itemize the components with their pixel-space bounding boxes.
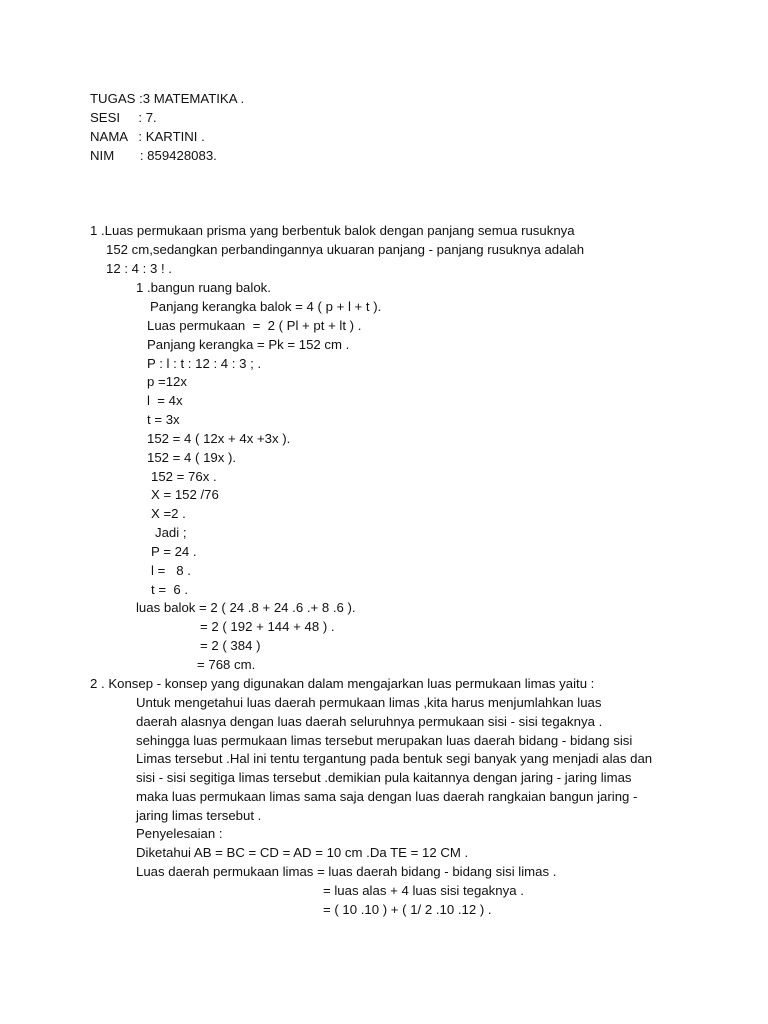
q1-step: l = 8 . xyxy=(151,563,191,578)
q2-text-line: 2 . Konsep - konsep yang digunakan dalam mengajarkan luas permukaan limas yaitu : xyxy=(90,676,595,691)
q2-text-line: sehingga luas permukaan limas tersebut merupakan luas daerah bidang - bidang sisi xyxy=(136,733,633,748)
q1-text-line: 1 .Luas permukaan prisma yang berbentuk balok dengan panjang semua rusuknya xyxy=(90,223,575,238)
header-nim: NIM : 859428083. xyxy=(90,148,217,163)
q2-text-line: Limas tersebut .Hal ini tentu tergantung pada bentuk segi banyak yang menjadi alas dan xyxy=(136,751,653,766)
header-nama: NAMA : KARTINI . xyxy=(90,129,205,144)
q2-text-line: Luas daerah permukaan limas = luas daerah bidang - bidang sisi limas . xyxy=(136,864,557,879)
q2-text-line: = luas alas + 4 luas sisi tegaknya . xyxy=(323,883,524,898)
q1-step: p =12x xyxy=(147,374,187,389)
q1-step: Jadi ; xyxy=(155,525,187,540)
q2-text-line: = ( 10 .10 ) + ( 1/ 2 .10 .12 ) . xyxy=(323,902,492,917)
q1-step: t = 6 . xyxy=(151,582,189,597)
q1-text-line: 152 cm,sedangkan perbandingannya ukuaran panjang - panjang rusuknya adalah xyxy=(106,242,585,257)
q1-step: 152 = 4 ( 12x + 4x +3x ). xyxy=(147,431,291,446)
q1-step: 152 = 4 ( 19x ). xyxy=(147,450,237,465)
q1-step: luas balok = 2 ( 24 .8 + 24 .6 .+ 8 .6 ). xyxy=(136,600,356,615)
q1-step: = 768 cm. xyxy=(197,657,256,672)
q1-step: Panjang kerangka = Pk = 152 cm . xyxy=(147,337,350,352)
q2-text-line: maka luas permukaan limas sama saja dengan luas daerah rangkaian bangun jaring - xyxy=(136,789,638,804)
q1-step: P = 24 . xyxy=(151,544,197,559)
q1-step: 152 = 76x . xyxy=(151,469,217,484)
q1-step: Panjang kerangka balok = 4 ( p + l + t ). xyxy=(150,299,382,314)
q2-text-line: sisi - sisi segitiga limas tersebut .demikian pula kaitannya dengan jaring - jaring limas xyxy=(136,770,632,785)
q2-text-line: Untuk mengetahui luas daerah permukaan limas ,kita harus menjumlahkan luas xyxy=(136,695,602,710)
header-sesi: SESI : 7. xyxy=(90,110,157,125)
q2-text-line: daerah alasnya dengan luas daerah seluruhnya permukaan sisi - sisi tegaknya . xyxy=(136,714,603,729)
q2-text-line: Penyelesaian : xyxy=(136,826,223,841)
q1-step: X =2 . xyxy=(151,506,186,521)
q1-step: Luas permukaan = 2 ( Pl + pt + lt ) . xyxy=(147,318,362,333)
q1-text-line: 12 : 4 : 3 ! . xyxy=(106,261,172,276)
q1-step: t = 3x xyxy=(147,412,180,427)
q2-text-line: jaring limas tersebut . xyxy=(136,808,262,823)
q1-step: = 2 ( 384 ) xyxy=(200,638,261,653)
q1-step: l = 4x xyxy=(147,393,183,408)
q1-step: = 2 ( 192 + 144 + 48 ) . xyxy=(200,619,335,634)
q1-step: P : l : t : 12 : 4 : 3 ; . xyxy=(147,356,262,371)
q1-step: 1 .bangun ruang balok. xyxy=(136,280,271,295)
header-tugas: TUGAS :3 MATEMATIKA . xyxy=(90,91,245,106)
q1-step: X = 152 /76 xyxy=(151,487,219,502)
q2-text-line: Diketahui AB = BC = CD = AD = 10 cm .Da TE = 12 CM . xyxy=(136,845,469,860)
